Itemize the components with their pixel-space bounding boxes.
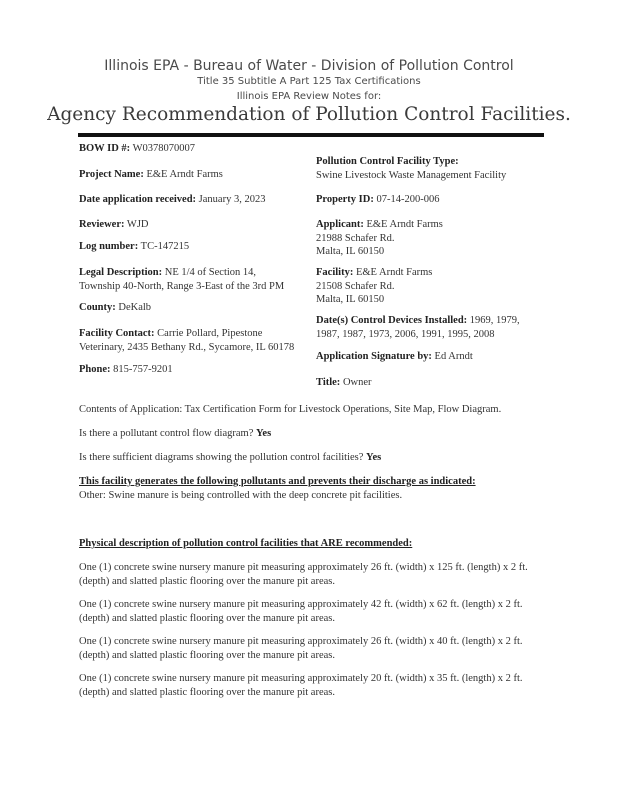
list-item: One (1) concrete swine nursery manure pit measuring approximately 26 ft. (width) x 125 ft. (length) x 2 ft. (depth) and slatted plastic flooring over the manure pit areas.	[79, 562, 528, 587]
facility-type: Pollution Control Facility Type: Swine Livestock Waste Management Facility	[316, 156, 507, 181]
flow-diagram-question: Is there a pollutant control flow diagram? Yes	[79, 428, 272, 439]
pollutants-section: This facility generates the following pollutants and prevents their discharge as indicated: Other: Swine manure is being controlled with the deep concrete pit facilities.	[79, 476, 476, 501]
application-signature: Application Signature by: Ed Arndt	[316, 351, 473, 362]
bow-id: BOW ID #: W0378070007	[79, 143, 196, 154]
header-review-notes: Illinois EPA Review Notes for:	[236, 91, 382, 102]
log-number: Log number: TC-147215	[79, 241, 190, 252]
control-devices-installed: Date(s) Control Devices Installed: 1969, 1979, 1987, 1987, 1973, 2006, 1991, 1995, 2008	[316, 315, 520, 340]
phone: Phone: 815-757-9201	[79, 364, 173, 375]
reviewer: Reviewer: WJD	[79, 219, 149, 230]
header-agency: Illinois EPA - Bureau of Water - Division of Pollution Control	[104, 58, 514, 74]
county: County: DeKalb	[79, 302, 152, 313]
facility: Facility: E&E Arndt Farms 21508 Schafer Rd. Malta, IL 60150	[316, 267, 433, 305]
header-title-35: Title 35 Subtitle A Part 125 Tax Certifications	[197, 76, 421, 87]
list-item: One (1) concrete swine nursery manure pit measuring approximately 20 ft. (width) x 35 ft. (length) x 2 ft. (depth) and slatted plastic flooring over the manure pit areas.	[79, 673, 523, 698]
date-received: Date application received: January 3, 2023	[79, 194, 266, 205]
signer-title: Title: Owner	[316, 377, 372, 388]
header-rule	[78, 133, 544, 137]
list-item: One (1) concrete swine nursery manure pit measuring approximately 26 ft. (width) x 40 ft. (length) x 2 ft. (depth) and slatted plastic flooring over the manure pit areas.	[79, 636, 523, 661]
application-contents: Contents of Application: Tax Certification Form for Livestock Operations, Site Map, Flow Diagram.	[79, 404, 502, 415]
list-item: One (1) concrete swine nursery manure pit measuring approximately 42 ft. (width) x 62 ft. (length) x 2 ft. (depth) and slatted plastic flooring over the manure pit areas.	[79, 599, 523, 624]
applicant: Applicant: E&E Arndt Farms 21988 Schafer Rd. Malta, IL 60150	[316, 219, 443, 257]
physical-description-heading: Physical description of pollution control facilities that ARE recommended:	[79, 538, 413, 549]
diagrams-question: Is there sufficient diagrams showing the pollution control facilities? Yes	[79, 452, 382, 463]
legal-description: Legal Description: NE 1/4 of Section 14, Township 40-North, Range 3-East of the 3rd PM	[79, 267, 285, 292]
page-title: Agency Recommendation of Pollution Control Facilities.	[47, 104, 571, 125]
facility-contact: Facility Contact: Carrie Pollard, Pipestone Veterinary, 2435 Bethany Rd., Sycamore, IL 60178	[79, 328, 295, 353]
property-id: Property ID: 07-14-200-006	[316, 194, 440, 205]
project-name: Project Name: E&E Arndt Farms	[79, 169, 223, 180]
